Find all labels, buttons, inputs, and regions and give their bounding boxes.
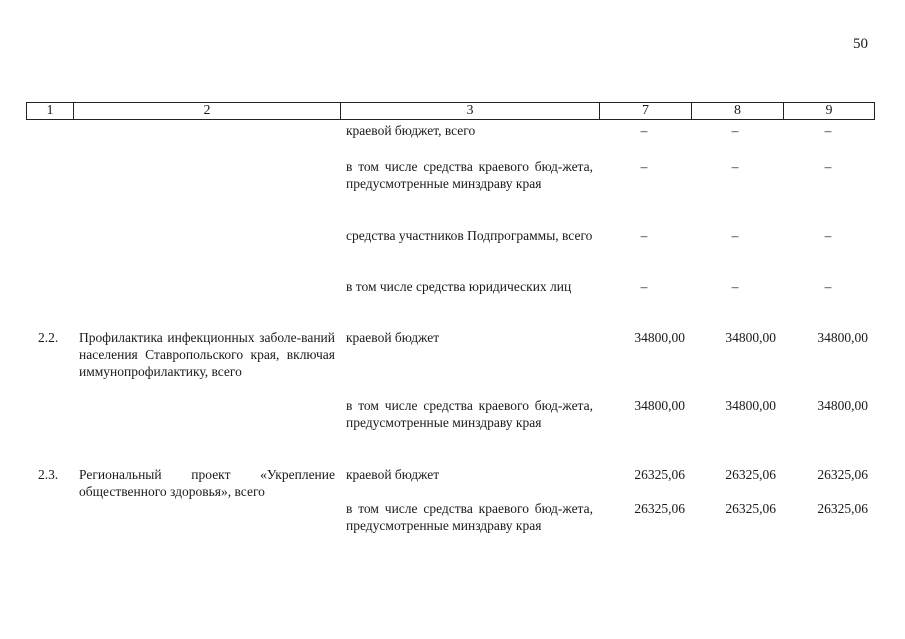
row-activity-name: Профилактика инфекционных заболе-ваний населения Ставропольского края, включая иммунопрофилактику, всего xyxy=(79,330,335,379)
cell-value-col9: – xyxy=(824,279,832,294)
cell-value-col9: 34800,00 xyxy=(817,330,868,345)
cell-value-col8: – xyxy=(731,159,739,174)
cell-value-col8: 34800,00 xyxy=(725,398,776,413)
cell-value-col8: 26325,06 xyxy=(725,501,776,516)
cell-value-col7: – xyxy=(640,279,648,294)
row-funding-source: краевой бюджет, всего xyxy=(346,123,476,138)
cell-value-col8: 34800,00 xyxy=(725,330,776,345)
cell-value-col9: 26325,06 xyxy=(817,501,868,516)
cell-value-col7: 34800,00 xyxy=(634,330,685,345)
table-header-row xyxy=(26,102,875,120)
cell-value-col7: 26325,06 xyxy=(634,501,685,516)
cell-value-col8: – xyxy=(731,279,739,294)
cell-value-col8: 26325,06 xyxy=(725,467,776,482)
row-number: 2.2. xyxy=(38,330,59,345)
cell-value-col7: 34800,00 xyxy=(634,398,685,413)
header-col-1: 1 xyxy=(46,103,54,118)
row-activity-name: Региональный проект «Укрепление общественного здоровья», всего xyxy=(79,467,335,499)
cell-value-col8: – xyxy=(731,228,739,243)
header-col-2: 2 xyxy=(203,103,211,118)
cell-value-col9: – xyxy=(824,123,832,138)
cell-value-col9: 26325,06 xyxy=(817,467,868,482)
row-funding-source: краевой бюджет xyxy=(346,330,440,345)
header-col-8: 8 xyxy=(734,103,741,118)
cell-value-col9: – xyxy=(824,228,832,243)
header-col-9: 9 xyxy=(825,103,833,118)
row-funding-source: краевой бюджет xyxy=(346,467,440,482)
row-funding-source: в том числе средства краевого бюд-жета, предусмотренные минздраву края xyxy=(346,159,593,191)
row-funding-source: средства участников Подпрограммы, всего xyxy=(346,228,593,243)
header-col-7: 7 xyxy=(642,103,649,118)
row-funding-source: в том числе средства краевого бюд-жета, предусмотренные минздраву края xyxy=(346,398,593,430)
row-funding-source: в том числе средства юридических лиц xyxy=(346,279,572,294)
row-funding-source: в том числе средства краевого бюд-жета, предусмотренные минздраву края xyxy=(346,501,593,533)
cell-value-col7: 26325,06 xyxy=(634,467,685,482)
row-number: 2.3. xyxy=(38,467,59,482)
page-number: 50 xyxy=(853,36,868,52)
cell-value-col7: – xyxy=(640,228,648,243)
cell-value-col7: – xyxy=(640,159,648,174)
header-col-3: 3 xyxy=(466,103,474,118)
cell-value-col8: – xyxy=(731,123,739,138)
cell-value-col9: 34800,00 xyxy=(817,398,868,413)
cell-value-col7: – xyxy=(640,123,648,138)
cell-value-col9: – xyxy=(824,159,832,174)
